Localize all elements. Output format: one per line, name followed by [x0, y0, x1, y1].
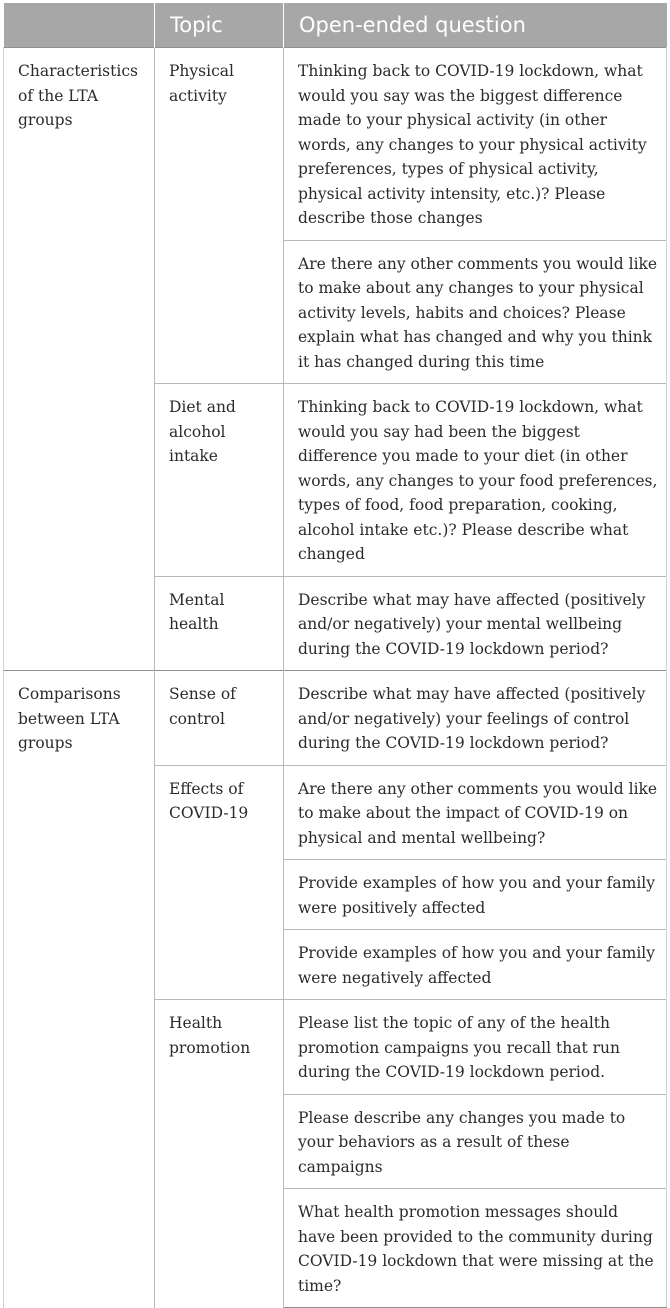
question-cell	[284, 671, 667, 766]
topic-label: Sense of control	[169, 685, 236, 728]
table-row	[4, 48, 667, 241]
category-cell	[4, 48, 155, 671]
question-text: Are there any other comments you would like to make about any changes to your physical activity levels, habits and choices? Please explain what has changed and why you think it has changed during this time	[298, 254, 658, 371]
question-cell	[284, 240, 667, 384]
question-cell	[284, 576, 667, 671]
question-text: Provide examples of how you and your family were negatively affected	[298, 944, 656, 987]
question-text: Describe what may have affected (positively and/or negatively) your mental wellbeing during the COVID-19 lockdown period?	[298, 590, 646, 658]
table-body	[4, 48, 667, 1308]
topic-label: Health promotion	[169, 1014, 251, 1057]
question-text: Thinking back to COVID-19 lockdown, what would you say was the biggest difference made to your physical activity (in other words, any changes to your physical activity preferences, types of physical activity, physical activity intensity, etc.)? Please describe those changes	[298, 62, 647, 227]
topic-cell	[155, 384, 284, 577]
topic-cell	[155, 765, 284, 1000]
header-question: Open-ended question	[284, 3, 667, 48]
topic-cell	[155, 48, 284, 384]
header-category	[4, 3, 155, 48]
question-cell	[284, 1189, 667, 1308]
question-text: Describe what may have affected (positively and/or negatively) your feelings of control during the COVID-19 lockdown period?	[298, 685, 646, 752]
header-row	[4, 3, 667, 48]
question-text: Please describe any changes you made to your behaviors as a result of these campaigns	[298, 1108, 626, 1176]
question-cell	[284, 860, 667, 930]
question-text: What health promotion messages should have been provided to the community during COVID-19 lockdown that were missing at the time?	[298, 1203, 654, 1295]
question-cell	[284, 1000, 667, 1095]
category-label: Comparisons between LTA groups	[18, 685, 121, 752]
question-cell	[284, 765, 667, 860]
question-text: Provide examples of how you and your family were positively affected	[298, 874, 656, 917]
category-cell	[4, 671, 155, 1308]
question-text: Are there any other comments you would like to make about the impact of COVID-19 on physical and mental wellbeing?	[298, 779, 658, 847]
question-cell	[284, 48, 667, 241]
table-row	[4, 671, 667, 766]
question-text: Please list the topic of any of the health promotion campaigns you recall that run during the COVID-19 lockdown period.	[298, 1014, 620, 1081]
header-topic: Topic	[155, 3, 284, 48]
question-cell	[284, 384, 667, 577]
topic-label: Diet and alcohol intake	[169, 398, 236, 465]
topic-label: Physical activity	[169, 62, 234, 105]
question-text: Thinking back to COVID-19 lockdown, what would you say had been the biggest difference you made to your diet (in other words, any changes to your food preferences, types of food, food preparation, cooking, alcohol intake etc.)? Please describe what changed	[298, 398, 658, 563]
topic-label: Effects of COVID-19	[169, 779, 249, 822]
question-cell	[284, 930, 667, 1000]
topic-label: Mental health	[169, 590, 225, 633]
questions-table	[3, 3, 667, 1308]
topic-cell	[155, 671, 284, 766]
topic-cell	[155, 1000, 284, 1308]
category-label: Characteristics of the LTA groups	[18, 62, 138, 129]
topic-cell	[155, 576, 284, 671]
question-cell	[284, 1094, 667, 1189]
